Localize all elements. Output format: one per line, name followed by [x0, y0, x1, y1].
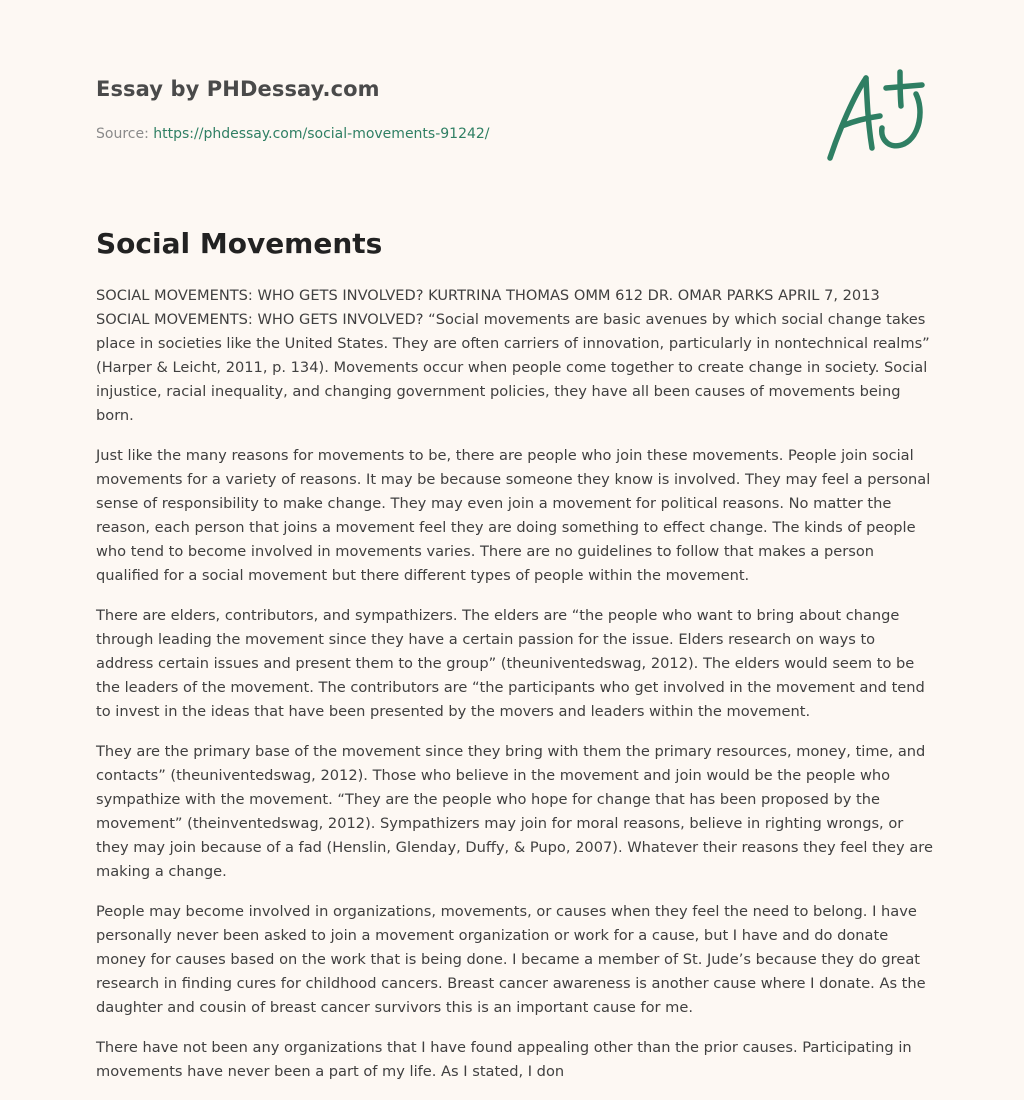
source-line [96, 124, 796, 144]
a-plus-grade-icon [820, 66, 930, 166]
essay-body [96, 284, 936, 1100]
source-link[interactable]: https://phdessay.com/social-movements-91242/ [153, 126, 490, 142]
essay-paragraph: Just like the many reasons for movements to be, there are people who join these movements. People join social movements for a variety of reasons. It may be because someone they know is involved. They may feel a personal sense of responsibility to make change. They may even join a movement for political reasons. No matter the reason, each person that joins a movement feel they are doing something to effect change. The kinds of people who tend to become involved in movements varies. There are no guidelines to follow that makes a person qualified for a social movement but there different types of people within the movement. [96, 447, 931, 584]
essay-paragraph: They are the primary base of the movement since they bring with them the primary resources, money, time, and contacts” (theuniventedswag, 2012). Those who believe in the movement and join would be the people who sympathize with the movement. “They are the people who hope for change that has been proposed by the movement” (theinventedswag, 2012). Sympathizers may join for moral reasons, believe in righting wrongs, or they may join because of a fad (Henslin, Glenday, Duffy, & Pupo, 2007). Whatever their reasons they feel they are making a change. [96, 743, 933, 880]
essay-title: Social Movements [96, 227, 383, 260]
site-brand: Essay by PHDessay.com [96, 77, 380, 101]
essay-paragraph: There have not been any organizations that I have found appealing other than the prior causes. Participating in movements have never been a part of my life. As I stated, I don [96, 1039, 912, 1080]
essay-header [96, 74, 796, 144]
essay-paragraph: SOCIAL MOVEMENTS: WHO GETS INVOLVED? KURTRINA THOMAS OMM 612 DR. OMAR PARKS APRIL 7, 2013 SOCIAL MOVEMENTS: WHO GETS INVOLVED? “Social movements are basic avenues by which social change takes place in societies like the United States. They are often carriers of innovation, particularly in nontechnical realms” (Harper & Leicht, 2011, p. 134). Movements occur when people come together to create change in society. Social injustice, racial inequality, and changing government policies, they have all been causes of movements being born. [96, 287, 930, 424]
source-label: Source: [96, 126, 154, 142]
essay-paragraph: People may become involved in organizations, movements, or causes when they feel the need to belong. I have personally never been asked to join a movement organization or work for a cause, but I have and do donate money for causes based on the work that is being done. I became a member of St. Jude’s because they do great research in finding cures for childhood cancers. Breast cancer awareness is another cause where I donate. As the daughter and cousin of breast cancer survivors this is an important cause for me. [96, 903, 926, 1016]
essay-paragraph: There are elders, contributors, and sympathizers. The elders are “the people who want to bring about change through leading the movement since they have a certain passion for the issue. Elders research on ways to address certain issues and present them to the group” (theuniventedswag, 2012). The elders would seem to be the leaders of the movement. The contributors are “the participants who get involved in the movement and tend to invest in the ideas that have been presented by the movers and leaders within the movement. [96, 607, 925, 720]
